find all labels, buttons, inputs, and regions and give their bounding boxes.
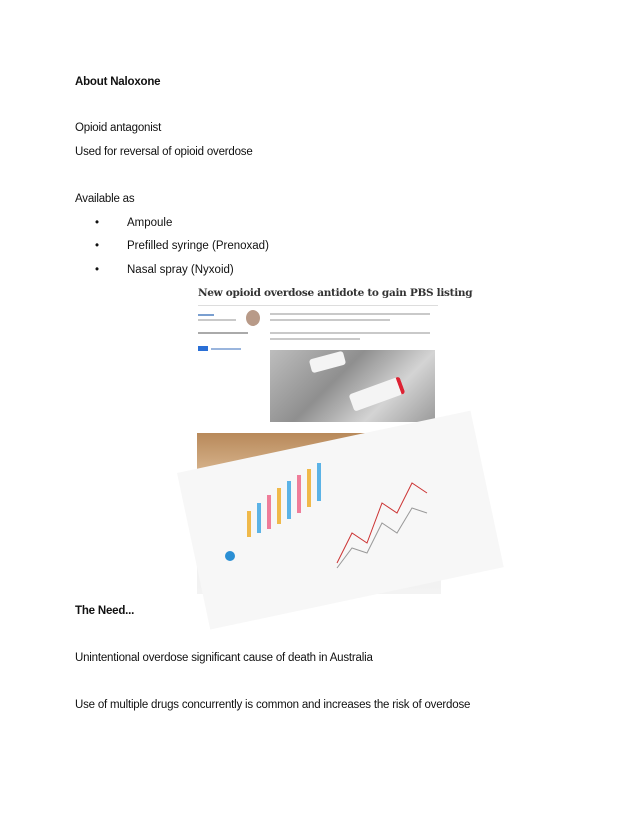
photo-bar bbox=[317, 463, 321, 501]
list-item: Nasal spray (Nyxoid) bbox=[127, 264, 234, 276]
bullet-icon: • bbox=[95, 217, 100, 229]
author-avatar bbox=[246, 310, 260, 326]
photo-bar bbox=[267, 495, 271, 529]
photo-bar bbox=[247, 511, 251, 537]
spray-device bbox=[349, 376, 406, 411]
list-item: Prefilled syringe (Prenoxad) bbox=[127, 240, 269, 252]
heading-about-naloxone: About Naloxone bbox=[75, 76, 161, 88]
line-graph bbox=[327, 453, 437, 573]
text-unintentional-overdose: Unintentional overdose significant cause of death in Australia bbox=[75, 652, 373, 664]
text-available-as: Available as bbox=[75, 193, 135, 205]
article-headline: New opioid overdose antidote to gain PBS listing bbox=[198, 287, 473, 299]
comment-icon bbox=[198, 346, 208, 351]
byline bbox=[198, 314, 214, 316]
logo-circle-icon bbox=[225, 551, 235, 561]
article-text bbox=[270, 338, 360, 340]
text-multiple-drugs: Use of multiple drugs concurrently is common and increases the risk of overdose bbox=[75, 699, 471, 711]
text-opioid-antagonist: Opioid antagonist bbox=[75, 122, 162, 134]
article-text bbox=[270, 332, 430, 334]
divider bbox=[198, 305, 438, 306]
nasal-spray-photo bbox=[270, 350, 435, 422]
heading-the-need: The Need... bbox=[75, 605, 135, 617]
article-text bbox=[270, 319, 390, 321]
photo-bar bbox=[277, 488, 281, 524]
comments-link bbox=[211, 348, 241, 350]
date bbox=[198, 319, 236, 321]
photo-bar bbox=[287, 481, 291, 519]
photo-bar bbox=[257, 503, 261, 533]
article-screenshot-image bbox=[195, 283, 473, 424]
photo-bar bbox=[297, 475, 301, 513]
photo-bar bbox=[307, 469, 311, 507]
share-icons bbox=[198, 332, 248, 334]
chart-report-photo bbox=[197, 433, 441, 594]
bullet-icon: • bbox=[95, 240, 100, 252]
article-text bbox=[270, 313, 430, 315]
list-item: Ampoule bbox=[127, 217, 173, 229]
spray-device bbox=[309, 351, 346, 374]
bullet-icon: • bbox=[95, 264, 100, 276]
text-used-for: Used for reversal of opioid overdose bbox=[75, 146, 253, 158]
